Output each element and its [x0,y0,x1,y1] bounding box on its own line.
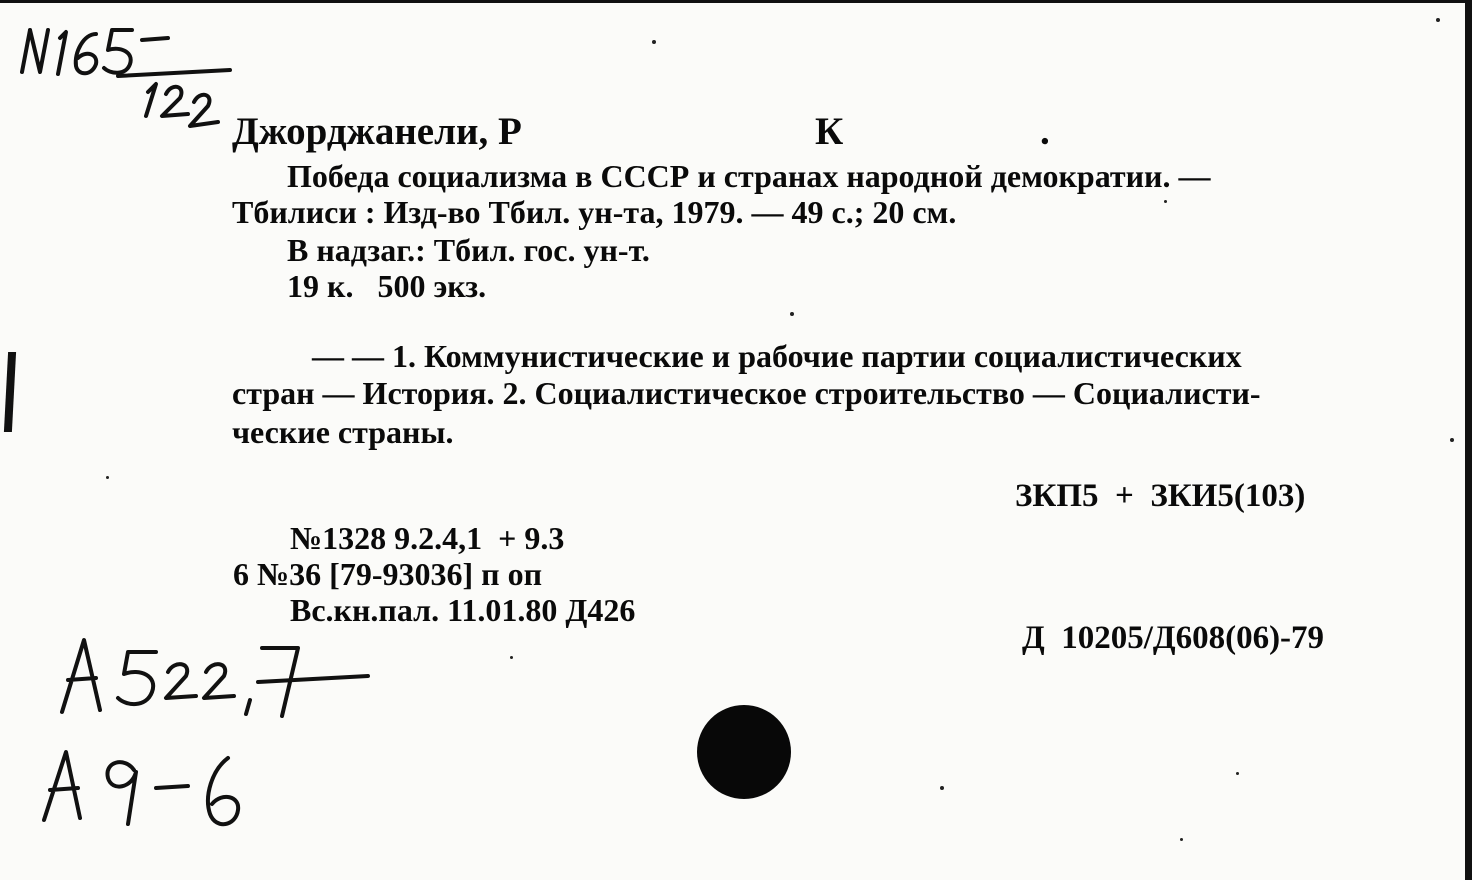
handwritten-top-left-number [22,30,168,74]
scan-speck [106,476,109,479]
author-trailing-dot: . [1040,110,1050,153]
subjects-line-1: — — 1. Коммунистические и рабочие партии социалистических [312,338,1242,374]
scan-speck [652,40,656,44]
price-copies-line: 19 к. 500 экз. [287,268,487,304]
registry-line-1: №1328 9.2.4,1 + 9.3 [290,520,565,556]
catalog-code: Д 10205/Д608(06)-79 [1022,620,1325,656]
card-punch-hole [697,705,791,799]
classification-index: ЗКП5 + ЗКИ5(103) [1015,478,1306,514]
registry-line-2: 6 №36 [79-93036] п оп [233,556,542,592]
title-line-1: Победа социализма в СССР и странах народной демократии. — [287,158,1211,194]
scan-speck [1450,438,1454,442]
scan-speck [1236,772,1239,775]
scan-speck [1436,18,1440,22]
scan-speck [1180,838,1183,841]
author-name: Джорджанели, Р [232,110,522,153]
scan-speck [510,656,513,659]
title-line-2: Тбилиси : Изд-во Тбил. ун-та, 1979. — 49 с.; 20 см. [232,194,957,230]
scan-speck [790,312,794,316]
handwritten-shelf-mark-1 [62,640,368,716]
handwritten-shelf-mark-2 [44,752,238,824]
scan-speck [1164,200,1167,203]
subjects-line-2: стран — История. 2. Социалистическое строительство — Социалисти- [232,375,1261,411]
author-initial: К [815,110,844,153]
nadzag-line: В надзаг.: Тбил. гос. ун-т. [287,232,650,268]
subjects-line-3: ческие страны. [232,414,454,450]
handwritten-fraction [118,70,230,126]
scan-speck [940,786,944,790]
registry-line-3: Вс.кн.пал. 11.01.80 Д426 [290,592,636,628]
